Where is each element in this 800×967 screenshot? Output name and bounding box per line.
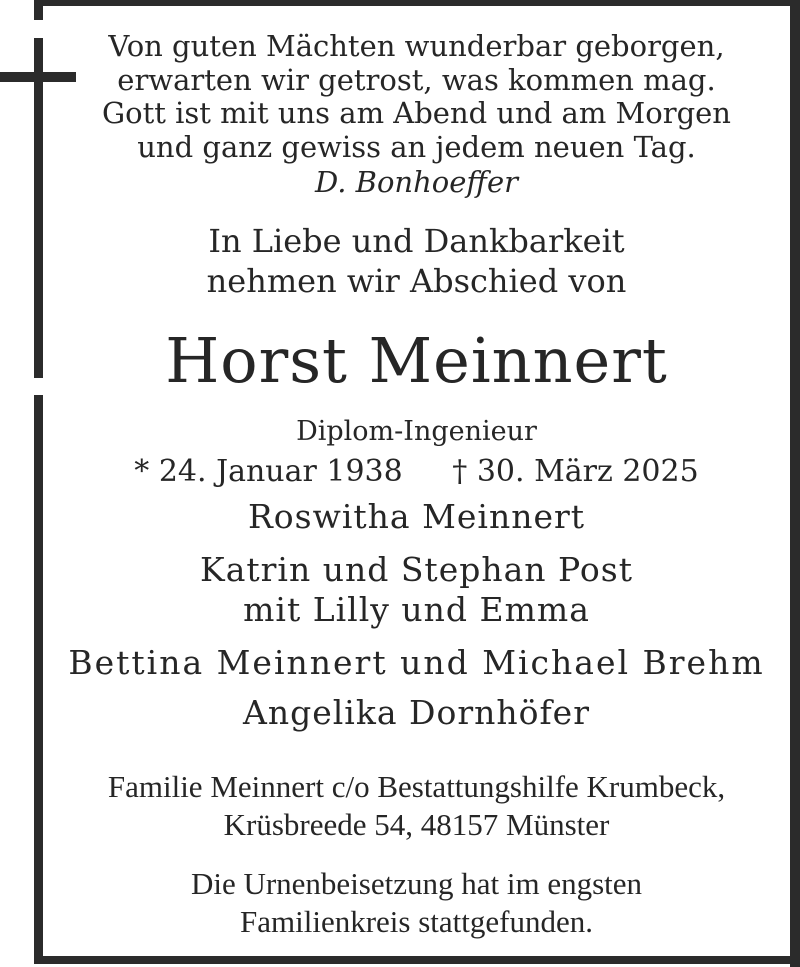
frame-left-border: [34, 395, 43, 964]
address-block: [43, 768, 790, 843]
mourner-line: Katrin und Stephan Post: [200, 550, 633, 589]
funeral-note-line: Die Urnenbeisetzung hat im engsten: [190, 866, 643, 901]
funeral-note-block: [43, 865, 790, 940]
intro-block: [43, 222, 790, 301]
quote-line: erwarten wir getrost, was kommen mag.: [117, 62, 716, 97]
mourner-line: Bettina Meinnert und Michael Brehm: [68, 643, 765, 682]
frame-right-border: [790, 0, 800, 967]
mourner-line: mit Lilly und Emma: [243, 590, 590, 629]
mourner-line: Roswitha Meinnert: [247, 497, 586, 536]
address-line: Familie Meinnert c/o Bestattungshilfe Krumbeck,: [107, 769, 726, 804]
quote-line: Von guten Mächten wunderbar geborgen,: [108, 29, 725, 63]
mourner-line: Angelika Dornhöfer: [242, 693, 590, 732]
deceased-title: Diplom-Ingenieur: [296, 416, 537, 447]
frame-bottom-border: [36, 956, 800, 964]
address-line: Krüsbreede 54, 48157 Münster: [223, 806, 610, 842]
intro-line: nehmen wir Abschied von: [206, 261, 627, 300]
deceased-name: Horst Meinnert: [165, 324, 668, 397]
quote-line: Gott ist mit uns am Abend und am Morgen: [102, 96, 731, 130]
frame-left-border-top-stub: [34, 0, 43, 20]
birth-date: * 24. Januar 1938: [134, 454, 403, 489]
intro-line: In Liebe und Dankbarkeit: [208, 222, 625, 260]
frame-top-border: [36, 0, 800, 6]
life-dates: [43, 454, 790, 489]
cross-vertical-bar: [34, 38, 43, 378]
quote-line: und ganz gewiss an jedem neuen Tag.: [137, 129, 696, 164]
quote-block: [43, 30, 790, 164]
quote-attribution: D. Bonhoeffer: [315, 165, 518, 199]
death-date: † 30. März 2025: [452, 454, 699, 489]
funeral-note-line: Familienkreis stattgefunden.: [240, 903, 593, 939]
